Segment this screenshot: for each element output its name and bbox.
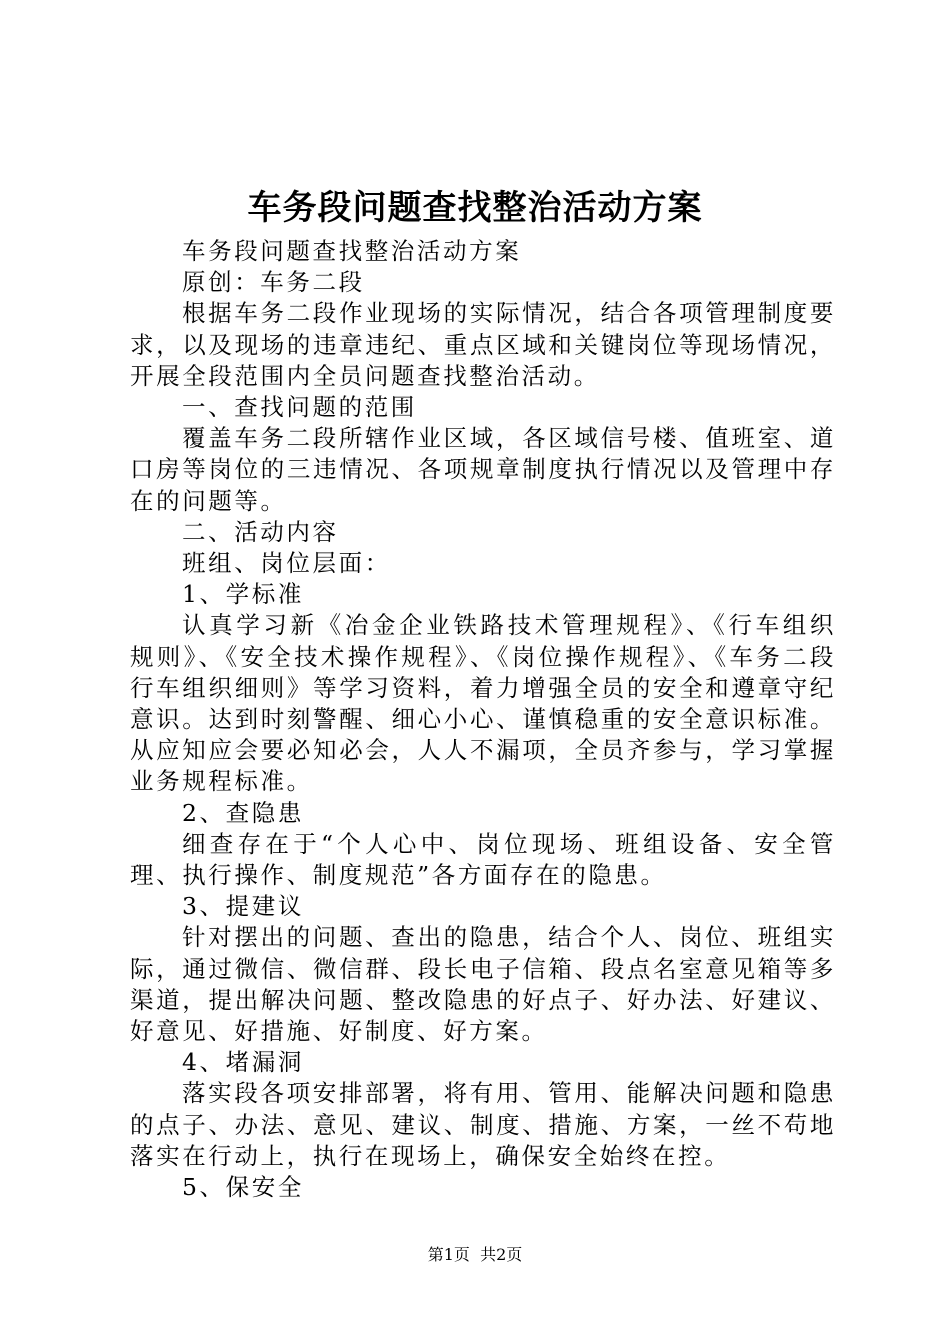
paragraph-scope: 覆盖车务二段所辖作业区域，各区域信号楼、值班室、道口房等岗位的三违情况、各项规章制度执行情况以及管理中存在的问题等。 [130, 424, 836, 515]
paragraph-item-4: 落实段各项安排部署，将有用、管用、能解决问题和隐患的点子、办法、意见、建议、制度、措施、方案，一丝不苟地落实在行动上，执行在现场上，确保安全始终在控。 [130, 1079, 836, 1170]
section-heading-content: 二、活动内容 [182, 517, 339, 546]
item-heading-5: 5、保安全 [182, 1173, 304, 1202]
page-number: 第1页 [427, 1245, 470, 1264]
item-heading-4: 4、堵漏洞 [182, 1048, 304, 1077]
paragraph-item-1: 认真学习新《冶金企业铁路技术管理规程》、《行车组织规则》、《安全技术操作规程》、《岗位操作规程》、《车务二段行车组织细则》等学习资料，着力增强全员的安全和遵章守纪意识。达到时刻警醒、细心小心、谨慎稳重的安全意识标准。从应知应会要必知必会，人人不漏项，全员齐参与，学习掌握业务规程标准。 [130, 611, 836, 796]
paragraph-intro: 根据车务二段作业现场的实际情况，结合各项管理制度要求，以及现场的违章违纪、重点区域和关键岗位等现场情况，开展全段范围内全员问题查找整治活动。 [130, 299, 836, 390]
item-heading-1: 1、学标准 [182, 580, 304, 609]
item-heading-3: 3、提建议 [182, 892, 304, 921]
page-total: 共2页 [480, 1245, 523, 1264]
paragraph-author: 原创：车务二段 [182, 268, 365, 297]
section-heading-scope: 一、查找问题的范围 [182, 393, 417, 422]
paragraph-level: 班组、岗位层面： [182, 549, 391, 578]
paragraph-subtitle: 车务段问题查找整治活动方案 [182, 237, 522, 265]
document-body [130, 236, 836, 1203]
paragraph-item-2: 细查存在于“个人心中、岗位现场、班组设备、安全管理、执行操作、制度规范”各方面存在的隐患。 [130, 829, 836, 890]
item-heading-2: 2、查隐患 [182, 798, 304, 827]
page-footer [0, 1245, 950, 1265]
document-title: 车务段问题查找整治活动方案 [247, 188, 703, 228]
paragraph-item-3: 针对摆出的问题、查出的隐患，结合个人、岗位、班组实际，通过微信、微信群、段长电子信箱、段点名室意见箱等多渠道，提出解决问题、整改隐患的好点子、好办法、好建议、好意见、好措施、好制度、好方案。 [130, 923, 836, 1046]
